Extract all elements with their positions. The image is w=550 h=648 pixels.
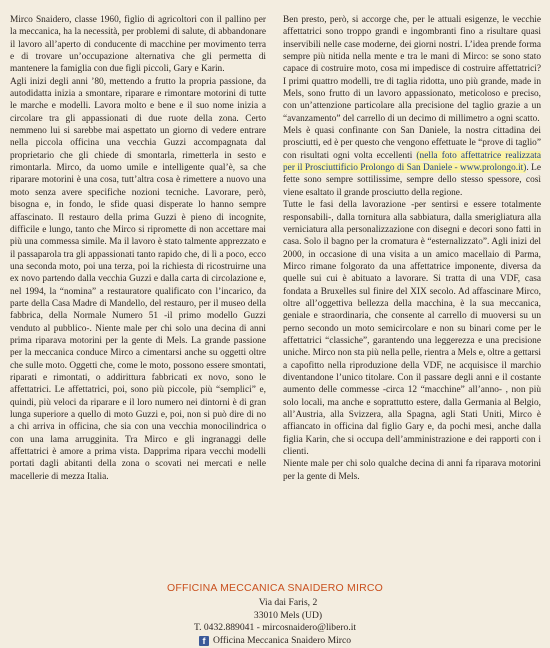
photo-caption-highlight: (nella foto affettatrice realizzata per il Prosciuttificio Prolongo di San Daniele - www.prolongo.it) [283, 150, 541, 174]
article-paragraph: Niente male per chi solo qualche decina di anni fa riparava motorini per la gente di Mels. [283, 459, 541, 482]
address-street: Via dai Faris, 2 [258, 597, 318, 608]
facebook-icon: f [199, 636, 209, 646]
article-text: . Le fette sono sempre sottilissime, sempre dello stesso spessore, così viene esaltato il grande prosciutto della regione. [283, 163, 541, 198]
article-paragraph: Tutte le fasi della lavorazione -per sentirsi e essere totalmente responsabili-, dalla tornitura alla sabbiatura, dalla smerigliatura alla verniciatura alla personalizzazione con disegni e decori sono fatti in casa. Solo il bagno per la cromatura è “esternalizzato”. Agli inizi del 2000, in occasione di una visita a un amico macellaio di Parma, Mirco rimane folgorato da una affettatrice imponente, diversa da quelle sui cui è abituato a lavorare. Si tratta di una VDF, casa fondata a Bruxelles sul finire del XIX secolo. Ad affascinare Mirco, oltre all’oggettiva bellezza della macchina, è la sua meccanica, geniale e straordinaria, che consente al carrello di muoversi su un perno secondo un moto semicircolare e non su binari come per le affettatrici “classiche”, garantendo una leggerezza e una precisione uniche. Mirco non sta più nella pelle, rientra a Mels e, oltre a gettarsi a capofitto nella riproduzione della VDF, ne acquisisce il marchio diventandone l’unico titolare. Con il passare degli anni e il costante aumento delle commesse -circa 12 “macchine” all’anno- , non più solo locali, ma anche e soprattutto estere, dalla Germania al Belgio, all’Austria, alla Svizzera, alla Spagna, agli Stati Uniti, Mirco è affiancato in officina dal figlio Gary e, da pochi mesi, anche dalla figlia Karin, che si occupa dell’amministrazione e dei rapporti con i clienti. [283, 200, 541, 458]
contact-line: T. 0432.889041 - mircosnaidero@libero.it [193, 622, 357, 633]
article-text: Mels è quasi confinante con San Daniele, la nostra cittadina dei prosciutti, ed è per questo che vengono effettuate le “prove di taglio” con risultati ogni volta eccellenti [283, 126, 541, 161]
company-name: OFFICINA MECCANICA SNAIDERO MIRCO [166, 582, 384, 594]
article-paragraph: Mirco Snaidero, classe 1960, figlio di agricoltori con il pallino per la meccanica, ha la necessità, per problemi di salute, di abbandonare il lavoro all’aperto di conducente di macchine per movimento terra e di trovare un’occupazione alternativa che gli permetta di mantenere la famiglia con due figli piccoli, Gary e Karin. [10, 15, 266, 75]
article-paragraph: Agli inizi degli anni ’80, mettendo a frutto la propria passione, da autodidatta inizia a smontare, riparare e rimontare motorini di tutte le marche e modelli. Lavora molto e bene e il suo nome inizia a circolare tra gli appassionati di due ruote della zona. Certo nemmeno lui si sarebbe mai aspettato un giorno di vedere entrare nella piccola officina una vecchia Guzzi accompagnata dal proprietario che gli chiede di smontarla, rimetterla in sesto e rimontarla. Mirco, da uomo umile e intelligente qual’è, sa che riparare motorini è una cosa, tutt’altra cosa è rimettere a nuovo una moto senza avere specifiche nozioni tecniche. Lavorare, però, bisogna e, in fondo, le sfide quasi disperate lo hanno sempre affascinato. Il restauro della prima Guzzi è pieno di incognite, difficile e lungo, tanto che Mirco si ripromette di non accettare mai più una commessa simile. Ma il lavoro è stato talmente apprezzato e il passaparola tra gli appassionati tanto rapido che, di lì a poco, ecco una seconda moto, poi una terza, poi la richiesta di ricostruirne una ex novo partendo dalla vecchia Guzzi e dalla carta di circolazione e, nel 1994, la “nomina” a restauratore qualificato con l’incarico, da parte della Casa Madre di Mandello, del restauro, per il museo della fabbrica, della Normale Numero 51 -il primo modello Guzzi venduto al pubblico-. Niente male per chi solo una decina di anni prima riparava motorini per la gente di Mels. La grande passione per la meccanica conduce Mirco a cimentarsi anche su oggetti oltre che sulle moto. Oggetti che, come le moto, possono essere smontati, riparati e rimontati, o addirittura fabbricati ex novo, sono le affettatrici. Le affettatrici, poi, sono più piccole, più “semplici” e, quindi, più veloci da riparare e il loro numero nei dintorni è di gran lunga superiore a quello di moto Guzzi e, poi, non si può dire di no a chi arriva in officina, che sia con una vecchia monocilindrica o con una lama arrugginita. Tra Mirco e gli ingranaggi delle affettatrici è amore a prima vista. Dapprima ripara vecchi modelli portati dagli abitanti della zona o scovati nei mercati e nelle macellerie di mezza Italia. [10, 76, 266, 482]
article-paragraph: Ben presto, però, si accorge che, per le attuali esigenze, le vecchie affettatrici sono troppo grandi e ingombranti fino a risultare quasi inservibili nelle case moderne, dei giorni nostri. L’idea prende forma sempre più nitida nella mente e tra le mani di Mirco: se sono stato capace di costruire moto, cosa mi impedisce di costruire affettatrici? I primi quattro modelli, tre di taglia ridotta, uno più grande, made in Mels, sono frutto di un lavoro appassionato, meticoloso e preciso, con un’attenzione particolare alla precisione del taglio grazie a un “avanzamento” del carrello di un decimo di millimetro a ogni scatto. [283, 15, 541, 124]
article-left-column [10, 14, 266, 483]
article-right-column [283, 14, 541, 483]
facebook-line [0, 635, 550, 646]
article-paragraph [283, 125, 541, 199]
address-city: 33010 Mels (UD) [253, 610, 323, 621]
facebook-page-name: Officina Meccanica Snaidero Mirco [212, 635, 352, 646]
